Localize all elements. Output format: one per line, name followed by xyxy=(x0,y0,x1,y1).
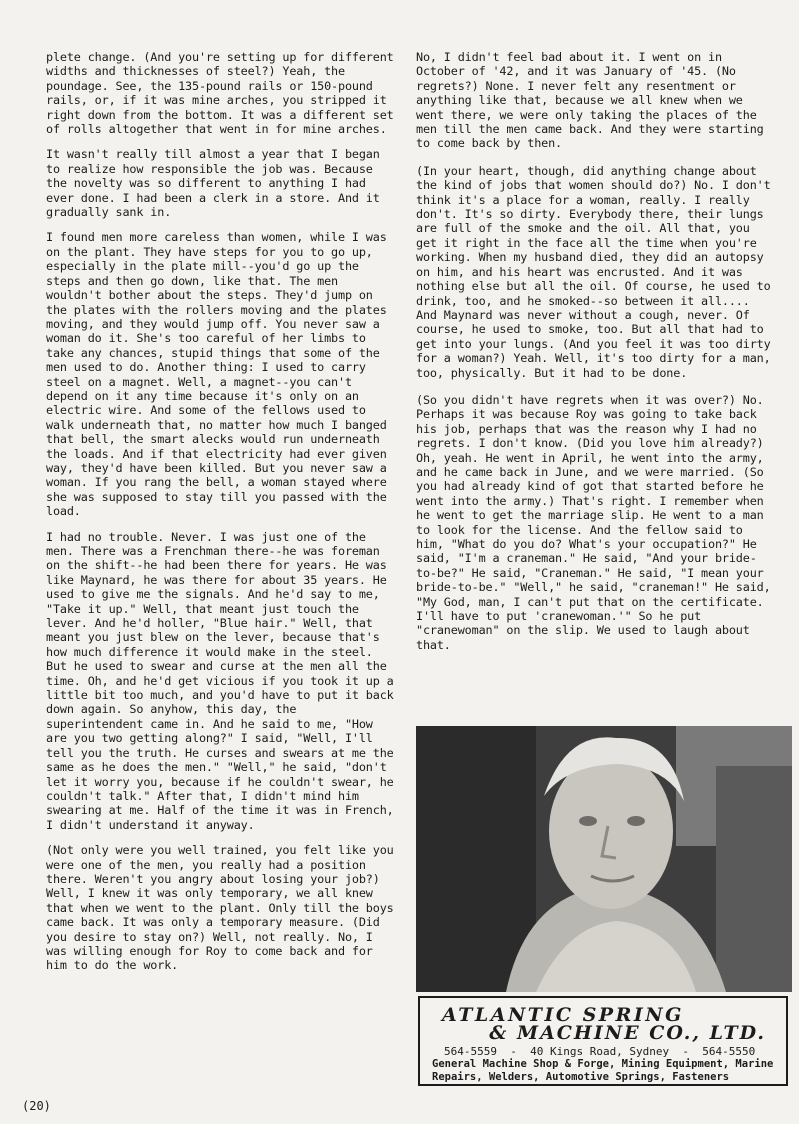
company-contact: 564-5559 - 40 Kings Road, Sydney - 564-5550 xyxy=(444,1045,756,1058)
paragraph: It wasn't really till almost a year that I began to realize how responsible the job was. Because the novelty was so different to anything I had ever done. I had been a clerk in a store. And it gradually sank in. xyxy=(46,147,380,220)
paragraph: I found men more careless than women, while I was on the plant. They have steps for you to go up, especially in the plate mill--you'd go up the steps and then go down, like that. The men wouldn't bother about the steps. They'd jump on the plates with the rollers moving and the plates moving, and they would jump off. You never saw a woman do it. She's too careful of her limbs to take any chances, stupid things that some of the men used to do. Another thing: I used to carry steel on a magnet. Well, a magnet--you can't depend on it any time because it's only on an electric wire. And some of the fellows used to walk underneath that, no matter how much I banged that bell, the smart alecks would run underneath the loads. And if that electricity had ever given way, they'd have been killed. But you never saw a woman. If you rang the bell, a woman stayed where she was supposed to stay till you passed with the load. xyxy=(46,230,387,519)
advertisement-box xyxy=(418,996,788,1086)
company-name-line2: & MACHINE CO., LTD. xyxy=(489,1022,766,1044)
paragraph: I had no trouble. Never. I was just one of the men. There was a Frenchman there--he was foreman on the shift--he had been there for years. He was like Maynard, he was there for about 35 years. He used to give me the signals. And he'd say to me, "Take it up." Well, that meant just touch the lever. And he'd holler, "Blue hair." Well, that meant you just blew on the lever, because that's how much difference it would make in the steel. But he used to swear and curse at the men all the time. Oh, and he'd get vicious if you took it up a little bit too much, and you'd have to put it back down again. So anyhow, this day, the superintendent came in. And he said to me, "How are you two getting along?" I said, "Well, I'll tell you the truth. He curses and swears at me the same as he does the men." "Well," he said, "don't let it worry you, because if he couldn't swear, he couldn't talk." After that, I didn't mind him swearing at me. Half of the time it was in French, I didn't understand it anyway. xyxy=(46,529,394,832)
paragraph: plete change. (And you're setting up for different widths and thicknesses of steel?) Yeah, the poundage. See, the 135-pound rails or 150-pound rails, or, if it was mine arches, you stripped it right down from the bottom. It was a different set of rolls altogether that went in for mine arches. xyxy=(46,50,394,137)
portrait-photo xyxy=(416,726,792,992)
right-column xyxy=(416,50,776,665)
left-column xyxy=(46,50,398,984)
paragraph: (So you didn't have regrets when it was over?) No. Perhaps it was because Roy was going to take back his job, perhaps that was the reason why I had no regrets. I don't know. (Did you love him already?) Oh, yeah. He went in April, he went into the army, and he came back in June, and we were married. (So you had already kind of got that started before he went into the army.) That's right. I remember when he went to get the marriage slip. He went to a man to look for the license. And the fellow said to him, "What do you do? What's your occupation?" He said, "I'm a craneman." He said, "And your bride-to-be?" He said, "Craneman." He said, "I mean your bride-to-be." "Well," he said, "craneman!" He said, "My God, man, I can't put that on the certificate. I'll have to put 'cranewoman.'" So he put "cranewoman" on the slip. We used to laugh about that. xyxy=(416,392,771,652)
paragraph: No, I didn't feel bad about it. I went on in October of '42, and it was January of '45. (No regrets?) None. I never felt any resentment or anything like that, because we all knew when we went there, we were only taking the places of the men till the men came back. And they were starting to come back by then. xyxy=(416,50,764,151)
paragraph: (In your heart, though, did anything change about the kind of jobs that women should do?) No. I don't think it's a place for a woman, really. I really don't. It's so dirty. Everybody there, their lungs are full of the smoke and the oil. All that, you get it right in the face all the time when you're working. When my husband died, they did an autopsy on him, and his heart was encrusted. And it was nothing else but all the oil. Of course, he used to drink, too, and he smoked--so between it all.... And Maynard was never without a cough, never. Of course, he used to smoke, too. But all that had to get into your lungs. (And you feel it was too dirty for a woman?) Yeah. Well, it's too dirty for a man, too, physically. But it had to be done. xyxy=(416,163,771,380)
company-name-line1: ATLANTIC SPRING xyxy=(442,1004,684,1026)
portrait-image xyxy=(416,726,792,992)
company-services: General Machine Shop & Forge, Mining Equipment, Marine Repairs, Welders, Automotive Springs, Fasteners xyxy=(432,1058,774,1083)
page-number: (20) xyxy=(22,1099,51,1113)
paragraph: (Not only were you well trained, you felt like you were one of the men, you really had a position there. Weren't you angry about losing your job?) Well, I knew it was only temporary, we all knew that when we went to the plant. Only till the boys came back. It was only a temporary measure. (Did you desire to stay on?) Well, not really. No, I was willing enough for Roy to come back and for him to do the work. xyxy=(46,843,394,973)
